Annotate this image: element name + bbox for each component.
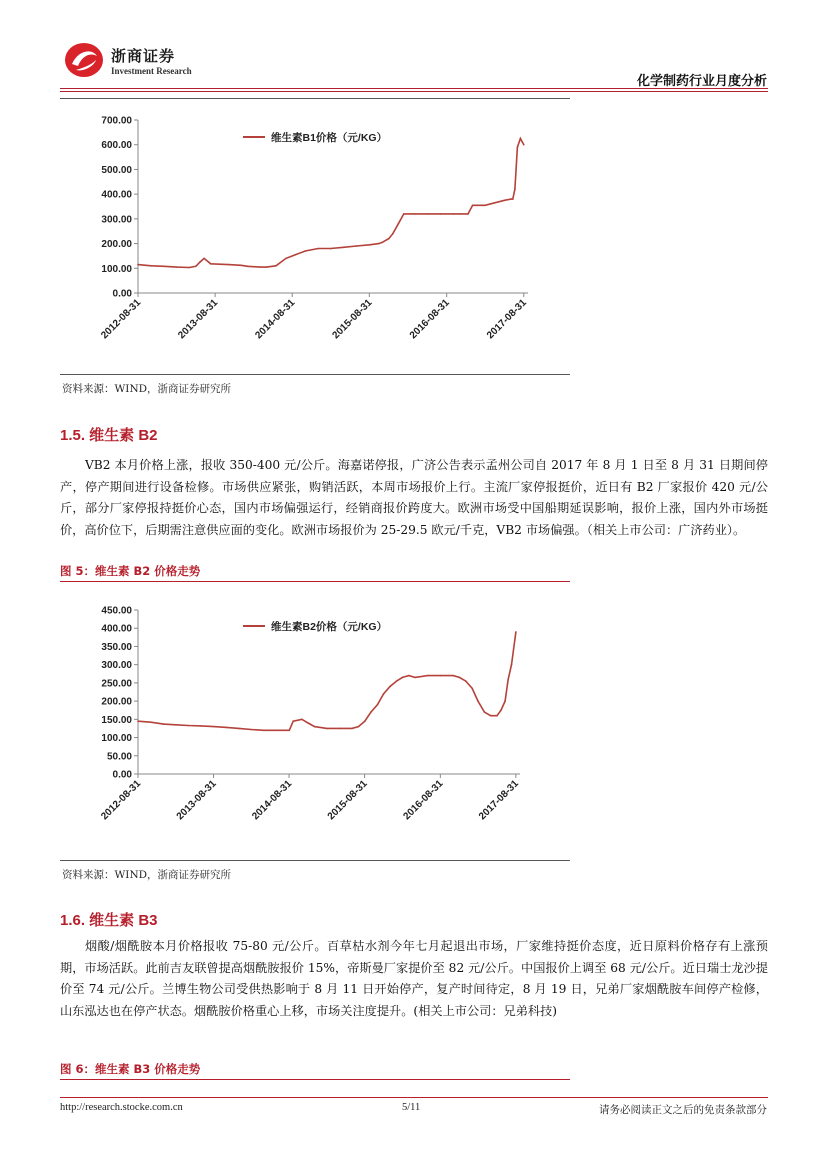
logo-icon bbox=[64, 42, 104, 78]
y-tick-label: 100.00 bbox=[101, 733, 132, 745]
data-point bbox=[259, 266, 261, 268]
data-point bbox=[199, 261, 201, 263]
data-point bbox=[408, 675, 410, 677]
page-number: 5/11 bbox=[402, 1102, 421, 1113]
x-tick-label: 2012-08-31 bbox=[99, 297, 144, 342]
data-point bbox=[339, 728, 341, 730]
data-point bbox=[459, 213, 461, 215]
data-point bbox=[514, 188, 516, 190]
legend-label: 维生素B1价格（元/KG） bbox=[271, 132, 388, 144]
y-tick-label: 0.00 bbox=[112, 288, 132, 300]
data-point bbox=[484, 711, 486, 713]
data-point bbox=[392, 233, 394, 235]
y-tick-label: 400.00 bbox=[101, 189, 132, 201]
x-tick-label: 2014-08-31 bbox=[250, 778, 295, 823]
data-point bbox=[276, 729, 278, 731]
report-title: 化学制药行业月度分析 bbox=[636, 74, 767, 89]
data-point bbox=[452, 675, 454, 677]
data-point bbox=[440, 675, 442, 677]
data-point bbox=[490, 715, 492, 717]
data-point bbox=[459, 677, 461, 679]
footer-divider bbox=[60, 1097, 768, 1098]
data-point bbox=[175, 724, 177, 726]
data-point bbox=[247, 266, 249, 268]
y-tick-label: 700.00 bbox=[101, 115, 132, 127]
brand-name-cn: 浙商证券 bbox=[111, 47, 176, 65]
data-point bbox=[500, 709, 502, 711]
data-point bbox=[471, 688, 473, 690]
y-tick-label: 300.00 bbox=[101, 660, 132, 672]
header-divider bbox=[60, 88, 768, 89]
data-point bbox=[176, 266, 178, 268]
section-paragraph: 烟酸/烟酰胺本月价格报收 75-80 元/公斤。百草枯水剂今年七月起退出市场，厂家维持挺价态度，近日原料价格存有上涨预期，市场活跃。此前吉友联曾提高烟酰胺报价 15%，帝斯曼厂家提价至 82 元/公斤。中国报价上调至 68 元/公斤。近日瑞士龙沙提价至 74 元/公斤。兰博生物公司受供热影响于 8 月 11 日开始停产，复产时间待定，8 月 19 日，兄弟厂家烟酰胺车间停产检修，山东泓达也在停产状态。烟酰胺价格重心上移，市场关注度提升。(相关上市公司：兄弟科技) bbox=[60, 939, 768, 1018]
y-tick-label: 50.00 bbox=[106, 751, 132, 763]
x-tick-label: 2013-08-31 bbox=[176, 297, 221, 342]
x-tick-label: 2013-08-31 bbox=[174, 778, 219, 823]
data-point bbox=[137, 264, 139, 266]
legend-label: 维生素B2价格（元/KG） bbox=[271, 621, 388, 633]
data-point bbox=[465, 680, 467, 682]
y-tick-label: 400.00 bbox=[101, 623, 132, 635]
data-point bbox=[210, 263, 212, 265]
figure-title: 图 5：维生素 B2 价格走势 bbox=[60, 564, 201, 578]
data-point bbox=[496, 715, 498, 717]
data-point bbox=[295, 254, 297, 256]
data-point bbox=[358, 726, 360, 728]
data-point bbox=[507, 678, 509, 680]
data-point bbox=[330, 248, 332, 250]
section-paragraph: VB2 本月价格上涨，报收 350-400 元/公斤。海嘉诺停报，广济公告表示孟州公司自 2017 年 8 月 1 日至 8 月 31 日期间停产，停产期间进行设备检修。市场供应紧张，购销活跃，本周市场报价上行。主流厂家停报挺价，近日有 B2 厂家报价 420 元/公斤，部分厂家停报持挺价心态，国内市场偏强运行，经销商报价跨度大。欧洲市场受中国船期延误影响，报价上涨，国内外市场挺价，高价位下，后期需注意供应面的变化。欧洲市场报价为 25-29.5 欧元/千克，VB2 市场偏强。（相关上市公司：广济药业）。 bbox=[60, 458, 768, 537]
figure-top-rule bbox=[60, 1079, 570, 1080]
data-point bbox=[378, 243, 380, 245]
data-point bbox=[364, 720, 366, 722]
data-point bbox=[427, 213, 429, 215]
data-point bbox=[414, 677, 416, 679]
y-tick-label: 450.00 bbox=[101, 605, 132, 617]
data-point bbox=[200, 725, 202, 727]
data-point bbox=[187, 725, 189, 727]
data-point bbox=[402, 677, 404, 679]
data-point bbox=[382, 242, 384, 244]
section-heading: 1.5. 维生素 B2 bbox=[60, 427, 158, 444]
figure-top-rule bbox=[60, 98, 570, 99]
data-point bbox=[292, 720, 294, 722]
x-tick-label: 2015-08-31 bbox=[330, 297, 375, 342]
data-point bbox=[263, 729, 265, 731]
data-point bbox=[414, 213, 416, 215]
y-tick-label: 100.00 bbox=[101, 263, 132, 275]
data-point bbox=[427, 675, 429, 677]
x-tick-label: 2012-08-31 bbox=[99, 778, 144, 823]
data-point bbox=[326, 728, 328, 730]
data-point bbox=[240, 265, 242, 267]
y-tick-label: 200.00 bbox=[101, 696, 132, 708]
data-point bbox=[517, 146, 519, 148]
x-tick-label: 2017-08-31 bbox=[477, 778, 521, 823]
data-point bbox=[288, 729, 290, 731]
data-point bbox=[369, 244, 371, 246]
data-point bbox=[351, 728, 353, 730]
data-point bbox=[467, 213, 469, 215]
data-point bbox=[213, 726, 215, 728]
footer-disclaimer: 请务必阅读正文之后的免责条款部分 bbox=[599, 1104, 767, 1116]
data-point bbox=[301, 719, 303, 721]
y-tick-label: 300.00 bbox=[101, 214, 132, 226]
data-point bbox=[307, 722, 309, 724]
data-point bbox=[370, 711, 372, 713]
data-point bbox=[317, 248, 319, 250]
data-point bbox=[286, 729, 288, 731]
x-tick-label: 2016-08-31 bbox=[401, 778, 446, 823]
x-tick-label: 2014-08-31 bbox=[253, 297, 298, 342]
data-point bbox=[266, 266, 268, 268]
data-point bbox=[523, 144, 525, 146]
y-tick-label: 500.00 bbox=[101, 164, 132, 176]
data-point bbox=[250, 729, 252, 731]
data-point bbox=[163, 723, 165, 725]
data-point bbox=[440, 213, 442, 215]
y-tick-label: 350.00 bbox=[101, 641, 132, 653]
data-point bbox=[314, 726, 316, 728]
data-point bbox=[504, 200, 506, 202]
data-point bbox=[343, 246, 345, 248]
figure-title: 图 6：维生素 B3 价格走势 bbox=[60, 1062, 201, 1076]
data-point bbox=[285, 258, 287, 260]
data-point bbox=[388, 238, 390, 240]
figure-source: 资料来源：WIND，浙商证券研究所 bbox=[62, 869, 232, 881]
data-point bbox=[396, 680, 398, 682]
data-point bbox=[226, 727, 228, 729]
data-point bbox=[137, 720, 139, 722]
data-point bbox=[484, 204, 486, 206]
section-heading: 1.6. 维生素 B3 bbox=[60, 912, 158, 929]
data-point bbox=[305, 250, 307, 252]
data-point bbox=[452, 213, 454, 215]
data-point bbox=[512, 198, 514, 200]
data-point bbox=[227, 264, 229, 266]
y-tick-label: 600.00 bbox=[101, 140, 132, 152]
data-point bbox=[189, 267, 191, 269]
data-point bbox=[389, 686, 391, 688]
data-point bbox=[195, 266, 197, 268]
brand-name-en: Investment Research bbox=[111, 66, 192, 76]
data-point bbox=[163, 266, 165, 268]
vitamin-b1-price-chart bbox=[60, 108, 560, 368]
data-point bbox=[403, 213, 405, 215]
series-line bbox=[138, 632, 516, 730]
figure-source: 资料来源：WIND，浙商证券研究所 bbox=[62, 383, 232, 395]
data-point bbox=[238, 728, 240, 730]
data-point bbox=[150, 721, 152, 723]
data-point bbox=[515, 631, 517, 633]
data-point bbox=[275, 265, 277, 267]
data-point bbox=[150, 265, 152, 267]
y-tick-label: 200.00 bbox=[101, 239, 132, 251]
data-point bbox=[511, 664, 513, 666]
data-point bbox=[520, 138, 522, 140]
figure-bottom-rule bbox=[60, 860, 570, 861]
data-point bbox=[383, 693, 385, 695]
data-point bbox=[472, 204, 474, 206]
data-point bbox=[356, 245, 358, 247]
vitamin-b2-price-chart bbox=[60, 598, 560, 854]
figure-top-rule bbox=[60, 581, 570, 582]
y-tick-label: 250.00 bbox=[101, 678, 132, 690]
data-point bbox=[203, 258, 205, 260]
y-tick-label: 150.00 bbox=[101, 714, 132, 726]
x-tick-label: 2016-08-31 bbox=[407, 297, 452, 342]
x-tick-label: 2017-08-31 bbox=[484, 297, 529, 342]
data-point bbox=[504, 700, 506, 702]
data-point bbox=[510, 198, 512, 200]
x-tick-label: 2015-08-31 bbox=[325, 778, 370, 823]
figure-bottom-rule bbox=[60, 374, 570, 375]
y-tick-label: 0.00 bbox=[112, 769, 132, 781]
header-divider-thin bbox=[60, 91, 768, 92]
data-point bbox=[397, 223, 399, 225]
data-point bbox=[477, 700, 479, 702]
footer-url[interactable]: http://research.stocke.com.cn bbox=[60, 1102, 183, 1113]
data-point bbox=[377, 704, 379, 706]
